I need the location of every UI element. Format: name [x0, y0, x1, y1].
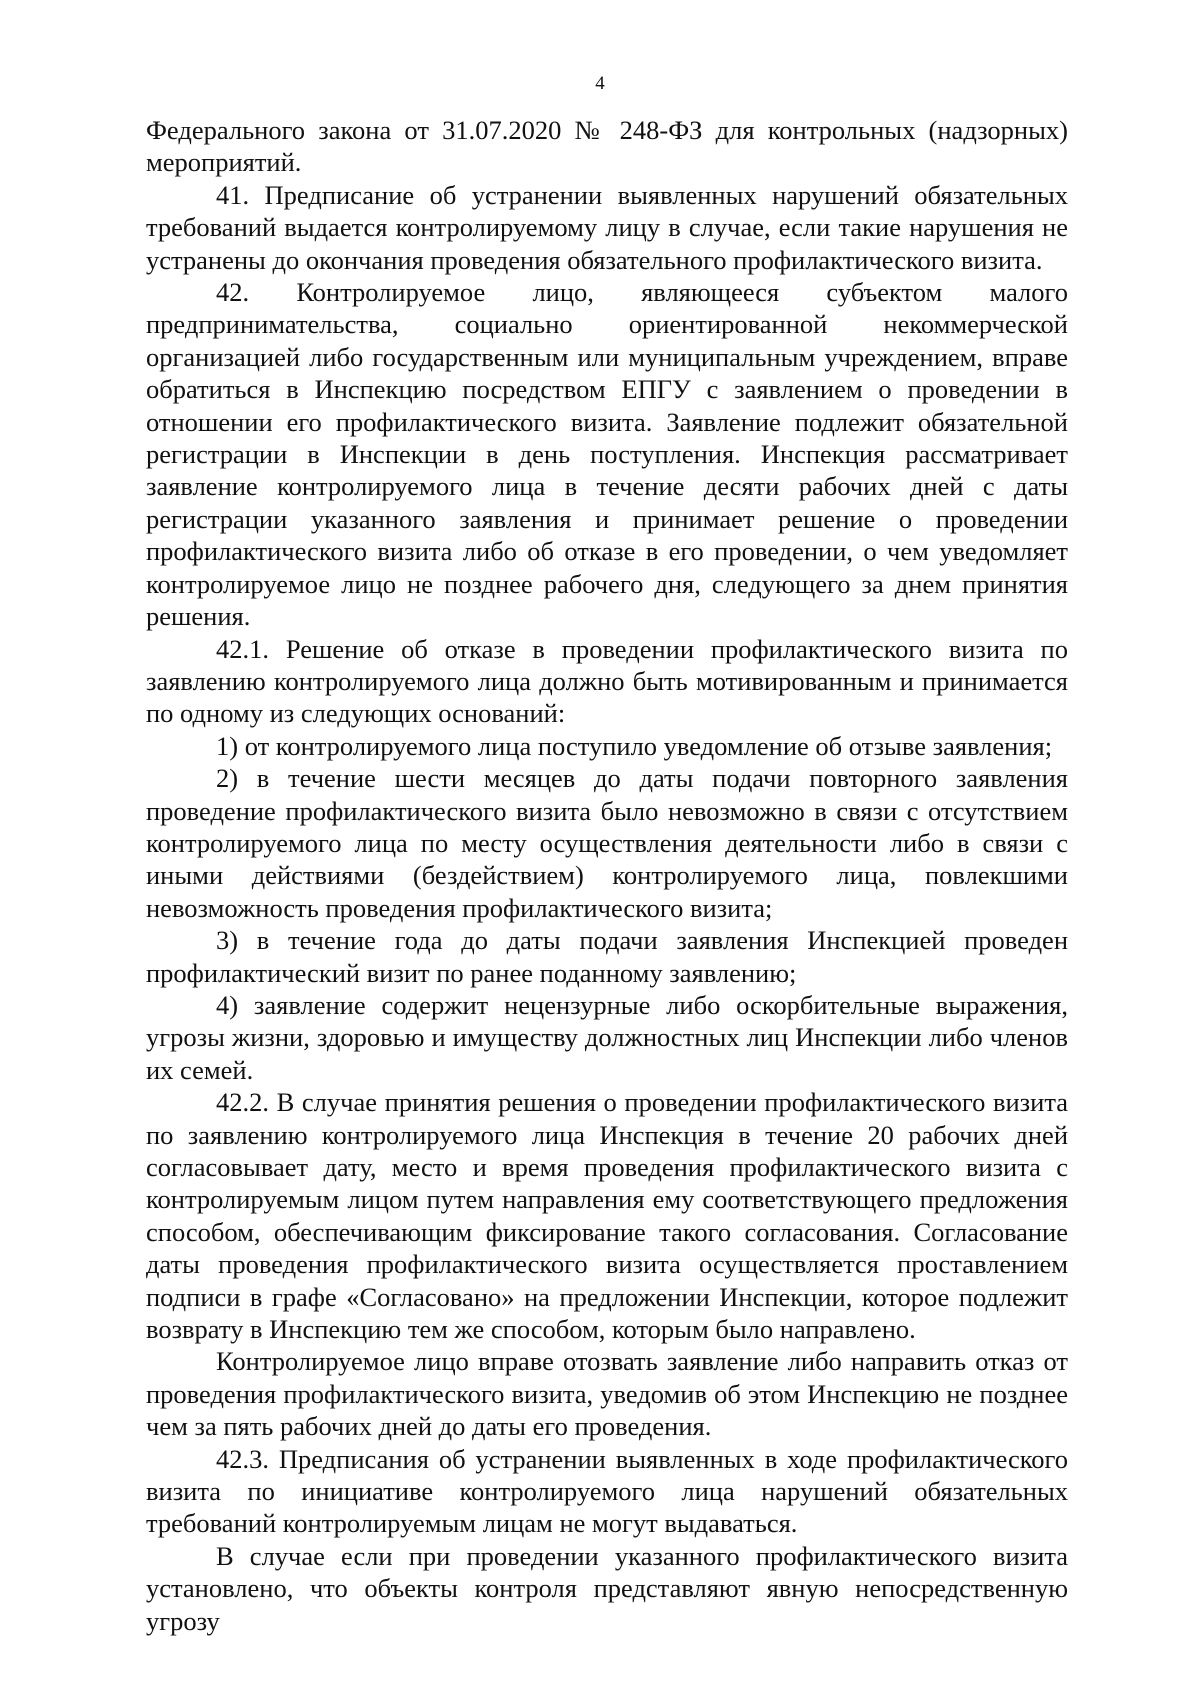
document-body: [146, 114, 1068, 1637]
paragraph-42-3: 42.3. Предписания об устранении выявленных в ходе профилактического визита по инициативе контролируемого лица нарушений обязательных требований контролируемым лицам не могут выдаваться.: [146, 1443, 1068, 1539]
paragraph-threat: В случае если при проведении указанного профилактического визита установлено, что объекты контроля представляют явную непосредственную угрозу: [146, 1540, 1068, 1636]
paragraph-42-1: 42.1. Решение об отказе в проведении профилактического визита по заявлению контролируемого лица должно быть мотивированным и принимается по одному из следующих оснований:: [146, 633, 1068, 729]
paragraph-42-2: 42.2. В случае принятия решения о проведении профилактического визита по заявлению контролируемого лица Инспекция в течение 20 рабочих дней согласовывает дату, место и время проведения профилактического визита с контролируемым лицом путем направления ему соответствующего предложения способом, обеспечивающим фиксирование такого согласования. Согласование даты проведения профилактического визита осуществляется проставлением подписи в графе «Согласовано» на предложении Инспекции, которое подлежит возврату в Инспекцию тем же способом, которым было направлено.: [146, 1087, 1068, 1345]
paragraph-withdrawal: Контролируемое лицо вправе отозвать заявление либо направить отказ от проведения профилактического визита, уведомив об этом Инспекцию не позднее чем за пять рабочих дней до даты его проведения.: [146, 1346, 1068, 1442]
list-item-1: 1) от контролируемого лица поступило уведомление об отзыве заявления;: [216, 730, 1053, 761]
list-item-4: 4) заявление содержит нецензурные либо оскорбительные выражения, угрозы жизни, здоровью и имуществу должностных лиц Инспекции либо членов их семей.: [146, 989, 1068, 1085]
paragraph-intro-continuation: Федерального закона от 31.07.2020 № 248-ФЗ для контрольных (надзорных) мероприятий.: [146, 115, 1068, 178]
page-number: 4: [595, 73, 605, 94]
paragraph-42: 42. Контролируемое лицо, являющееся субъектом малого предпринимательства, социально ориентированной некоммерческой организацией либо государственным или муниципальным учреждением, вправе обратиться в Инспекцию посредством ЕПГУ с заявлением о проведении в отношении его профилактического визита. Заявление подлежит обязательной регистрации в Инспекции в день поступления. Инспекция рассматривает заявление контролируемого лица в течение десяти рабочих дней с даты регистрации указанного заявления и принимает решение о проведении профилактического визита либо об отказе в его проведении, о чем уведомляет контролируемое лицо не позднее рабочего дня, следующего за днем принятия решения.: [146, 277, 1068, 632]
paragraph-41: 41. Предписание об устранении выявленных нарушений обязательных требований выдается контролируемому лицу в случае, если такие нарушения не устранены до окончания проведения обязательного профилактического визита.: [146, 179, 1068, 275]
list-item-3: 3) в течение года до даты подачи заявления Инспекцией проведен профилактический визит по ранее поданному заявлению;: [146, 925, 1068, 988]
list-item-2: 2) в течение шести месяцев до даты подачи повторного заявления проведение профилактического визита было невозможно в связи с отсутствием контролируемого лица по месту осуществления деятельности либо в связи с иными действиями (бездействием) контролируемого лица, повлекшими невозможность проведения профилактического визита;: [146, 763, 1068, 923]
